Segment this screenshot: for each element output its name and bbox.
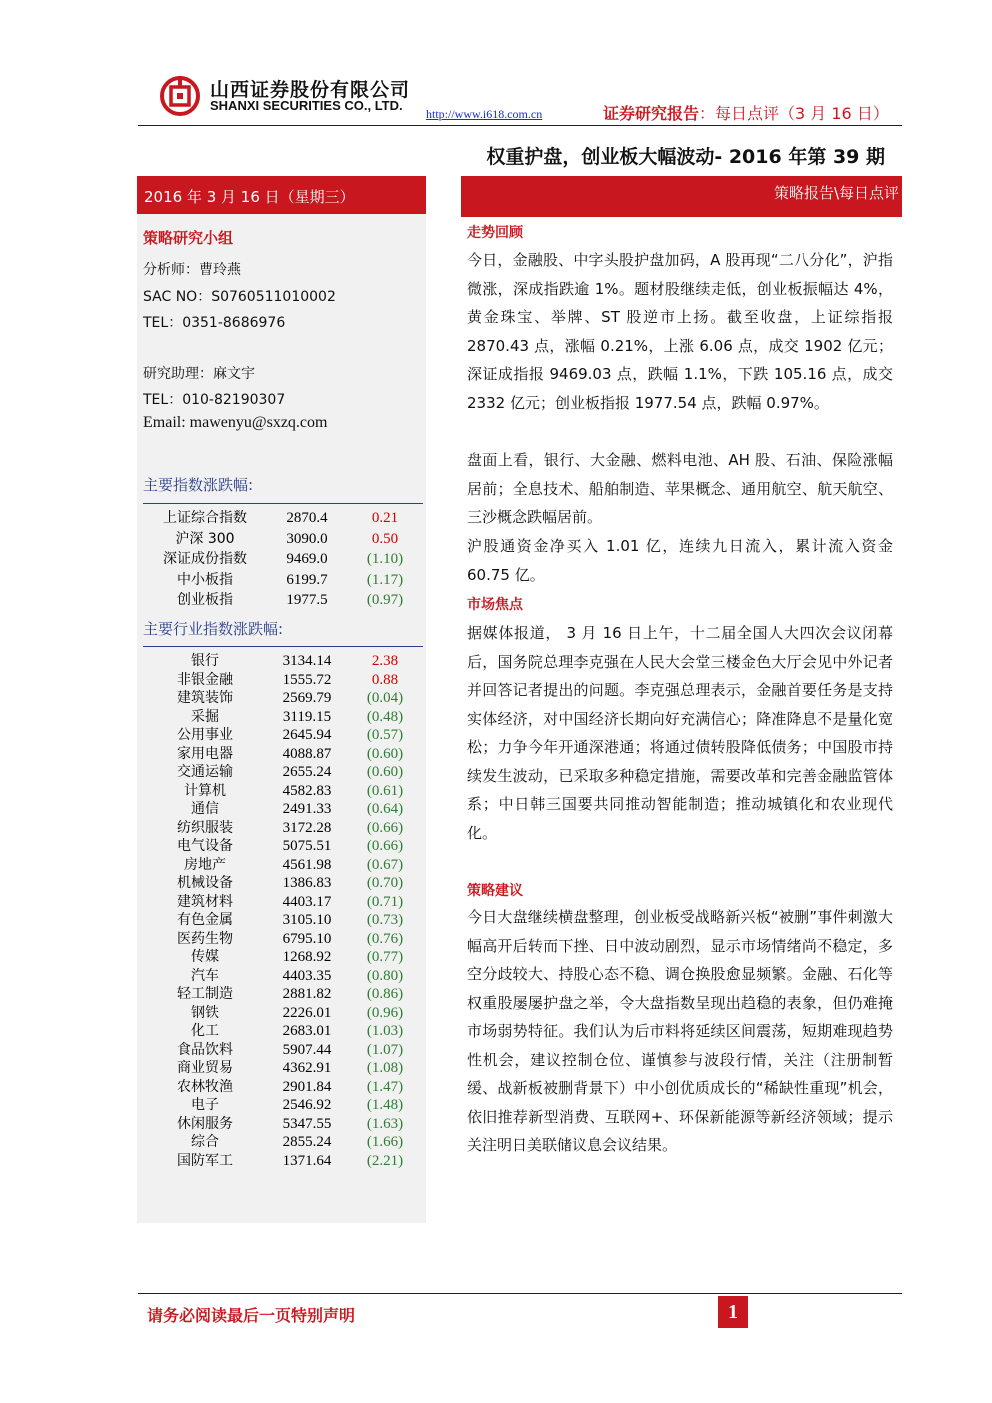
industry-row-value: 1371.64 bbox=[282, 1152, 332, 1169]
industry-row-change: (1.08) bbox=[366, 1060, 404, 1076]
industry-row-change: (0.96) bbox=[366, 1004, 404, 1021]
section-title-strategy: 策略建议 bbox=[467, 883, 523, 899]
industry-row-name: 国防军工 bbox=[177, 1152, 233, 1169]
industry-row-change: 2.38 bbox=[371, 653, 399, 669]
industry-table-rule bbox=[143, 646, 423, 647]
report-type-label: 证券研究报告 bbox=[603, 104, 700, 123]
report-title: 权重护盘，创业板大幅波动- 2016 年第 39 期 bbox=[486, 146, 885, 168]
industry-row-value: 5075.51 bbox=[282, 838, 332, 854]
index-row-name: 中小板指 bbox=[177, 571, 233, 588]
industry-row bbox=[143, 911, 423, 929]
index-row bbox=[143, 570, 423, 590]
index-row-change: (1.17) bbox=[366, 571, 404, 588]
industry-row-change: (0.80) bbox=[366, 967, 404, 984]
industry-row-name: 农林牧渔 bbox=[177, 1078, 233, 1095]
industry-row bbox=[143, 652, 423, 670]
strategy-paragraph: 今日大盘继续横盘整理，创业板受战略新兴板“被删”事件刺激大幅高开后转而下挫、日中波动剧烈，显示市场情绪尚不稳定，多空分歧较大、持股心态不稳、调仓换股愈显频繁。金融、石化等权重股屡屡护盘之举，令大盘指数呈现出趋稳的表象，但仍难掩市场弱势特征。我们认为后市料将延续区间震荡，短期难现趋势性机会，建议控制仓位、谨慎参与波段行情，关注（注册制暂缓、战新板被删背景下）中小创优质成长的“稀缺性重现”机会，依旧推荐新型消费、互联网+、环保新能源等新经济领域；提示关注明日美联储议息会议结果。 bbox=[467, 908, 893, 1154]
industry-row-name: 公用事业 bbox=[177, 727, 233, 743]
index-row-name: 深证成份指数 bbox=[163, 551, 247, 567]
analyst-name: 分析师：曹玲燕 bbox=[143, 262, 241, 278]
analyst-tel: TEL：0351-8686976 bbox=[143, 315, 286, 331]
industry-row bbox=[143, 1004, 423, 1022]
industry-row-value: 2881.82 bbox=[282, 986, 332, 1002]
company-name-en: SHANXI SECURITIES CO., LTD. bbox=[210, 98, 403, 113]
header-divider bbox=[138, 125, 902, 126]
industry-row-value: 2569.79 bbox=[282, 690, 332, 706]
industry-row-value: 2645.94 bbox=[282, 727, 332, 743]
index-row-value: 6199.7 bbox=[286, 571, 328, 588]
section-title-review: 走势回顾 bbox=[467, 225, 523, 241]
industry-row-value: 6795.10 bbox=[282, 930, 332, 947]
footer-divider bbox=[138, 1293, 902, 1294]
industry-row bbox=[143, 726, 423, 744]
review-paragraph-3: 沪股通资金净买入 1.01 亿，连续九日流入，累计流入资金 60.75 亿。 bbox=[467, 537, 893, 584]
team-name: 策略研究小组 bbox=[143, 229, 234, 247]
industry-row-name: 电气设备 bbox=[177, 838, 233, 854]
index-row-value: 9469.0 bbox=[286, 551, 328, 567]
industry-row-change: (0.60) bbox=[366, 745, 404, 762]
industry-row-value: 1386.83 bbox=[282, 875, 332, 891]
industry-row-change: (1.66) bbox=[366, 1134, 404, 1150]
industry-row-change: (1.48) bbox=[366, 1097, 404, 1113]
website-link[interactable]: http://www.i618.com.cn bbox=[426, 107, 543, 121]
index-row-value: 3090.0 bbox=[286, 530, 328, 547]
company-logo-icon bbox=[160, 76, 200, 116]
industry-row-name: 纺织服装 bbox=[177, 819, 233, 836]
industry-row-name: 传媒 bbox=[191, 949, 219, 965]
industry-row-change: (2.21) bbox=[366, 1152, 404, 1169]
industry-row-change: (0.48) bbox=[366, 708, 404, 725]
industry-row bbox=[143, 948, 423, 966]
industry-row bbox=[143, 763, 423, 781]
index-table-rule bbox=[143, 503, 423, 504]
industry-row-name: 汽车 bbox=[191, 967, 219, 984]
industry-row-name: 建筑材料 bbox=[177, 893, 233, 910]
industry-row-change: 0.88 bbox=[371, 671, 399, 688]
industry-row-name: 建筑装饰 bbox=[177, 690, 233, 706]
company-name-cn: 山西证券股份有限公司 bbox=[210, 79, 411, 101]
industry-row-name: 有色金属 bbox=[177, 912, 233, 928]
industry-row bbox=[143, 985, 423, 1003]
industry-row-value: 4362.91 bbox=[282, 1060, 332, 1076]
analyst-sac: SAC NO：S0760511010002 bbox=[143, 289, 336, 305]
industry-row-value: 1268.92 bbox=[282, 949, 332, 965]
industry-row bbox=[143, 930, 423, 948]
industry-row bbox=[143, 1133, 423, 1151]
industry-row bbox=[143, 1096, 423, 1114]
report-category: 策略报告\每日点评 bbox=[773, 184, 899, 202]
industry-row-value: 4561.98 bbox=[282, 856, 332, 873]
industry-row bbox=[143, 1059, 423, 1077]
industry-row bbox=[143, 856, 423, 874]
industry-row-change: (0.57) bbox=[366, 727, 404, 743]
industry-row bbox=[143, 708, 423, 726]
page-number: 1 bbox=[718, 1296, 748, 1328]
industry-row-name: 轻工制造 bbox=[177, 986, 233, 1002]
industry-row-change: (0.04) bbox=[366, 690, 404, 706]
industry-row-value: 2226.01 bbox=[282, 1004, 332, 1021]
report-type-detail: ：每日点评（3 月 16 日） bbox=[699, 104, 889, 123]
industry-row-change: (1.07) bbox=[366, 1041, 404, 1058]
industry-row bbox=[143, 745, 423, 763]
industry-row-name: 食品饮料 bbox=[177, 1041, 233, 1058]
index-row-change: 0.21 bbox=[371, 510, 399, 526]
industry-row bbox=[143, 967, 423, 985]
industry-row-name: 电子 bbox=[191, 1097, 219, 1113]
industry-row-name: 房地产 bbox=[184, 856, 226, 873]
tab-banner-strip bbox=[461, 208, 902, 217]
industry-row-change: (0.77) bbox=[366, 949, 404, 965]
industry-row-name: 采掘 bbox=[191, 708, 219, 725]
footer-disclaimer-notice[interactable]: 请务必阅读最后一页特别声明 bbox=[147, 1306, 356, 1325]
report-date: 2016 年 3 月 16 日（星期三） bbox=[144, 188, 355, 206]
index-row-name: 沪深 300 bbox=[175, 530, 235, 547]
index-row-name: 上证综合指数 bbox=[163, 510, 247, 526]
industry-row-change: (1.63) bbox=[366, 1115, 404, 1132]
index-row-change: (0.97) bbox=[366, 592, 404, 608]
assistant-tel: TEL：010-82190307 bbox=[143, 392, 286, 408]
focus-paragraph: 据媒体报道， 3 月 16 日上午，十二届全国人大四次会议闭幕后，国务院总理李克强在人民大会堂三楼金色大厅会见中外记者并回答记者提出的问题。李克强总理表示，金融首要任务是支持实体经济，对中国经济长期向好充满信心；降准降息不是量化宽松；力争今年开通深港通；将通过债转股降低债务；中国股市持续发生波动，已采取多种稳定措施，需要改革和完善金融监管体系；中日韩三国要共同推动智能制造；推动城镇化和农业现代化。 bbox=[467, 624, 893, 842]
industry-row-name: 交通运输 bbox=[177, 764, 233, 780]
industry-row-name: 休闲服务 bbox=[177, 1115, 233, 1132]
industry-row-name: 通信 bbox=[191, 801, 219, 817]
industry-row-value: 2683.01 bbox=[282, 1023, 332, 1039]
industry-row bbox=[143, 1115, 423, 1133]
industry-row-value: 2901.84 bbox=[282, 1078, 332, 1095]
industry-row-value: 5347.55 bbox=[282, 1115, 332, 1132]
industry-row-name: 家用电器 bbox=[177, 745, 233, 762]
industry-row-change: (1.47) bbox=[366, 1078, 404, 1095]
index-row bbox=[143, 508, 423, 528]
industry-row bbox=[143, 1152, 423, 1170]
index-row-value: 1977.5 bbox=[286, 592, 328, 608]
industry-row-change: (0.73) bbox=[366, 912, 404, 928]
industry-row-value: 4403.35 bbox=[282, 967, 332, 984]
industry-row-change: (0.66) bbox=[366, 838, 404, 854]
industry-row-value: 4088.87 bbox=[282, 745, 332, 762]
industry-row-value: 4582.83 bbox=[282, 782, 332, 799]
industry-row-name: 医药生物 bbox=[177, 930, 233, 947]
industry-row-value: 3119.15 bbox=[282, 708, 332, 725]
industry-row-value: 3172.28 bbox=[282, 819, 332, 836]
industry-row-name: 化工 bbox=[191, 1023, 219, 1039]
industry-row-name: 非银金融 bbox=[177, 671, 233, 688]
industry-row-name: 机械设备 bbox=[177, 875, 233, 891]
section-title-focus: 市场焦点 bbox=[467, 597, 523, 613]
industry-row-change: (0.64) bbox=[366, 801, 404, 817]
assistant-email[interactable]: Email: mawenyu@sxzq.com bbox=[143, 414, 328, 431]
industry-row-value: 2491.33 bbox=[282, 801, 332, 817]
industry-row bbox=[143, 1041, 423, 1059]
industry-row-value: 5907.44 bbox=[282, 1041, 332, 1058]
assistant-name: 研究助理：麻文宇 bbox=[143, 366, 255, 382]
review-paragraph-1: 今日，金融股、中字头股护盘加码，A 股再现“二八分化”，沪指微涨，深成指跌逾 1%。题材股继续走低，创业板振幅达 4%，黄金珠宝、举牌、ST 股逆市上扬。截至收盘，上证综指报 2870.43 点，涨幅 0.21%，上涨 6.06 点，成交 1902 亿元；深证成指报 9469.03 点，跌幅 1.1%，下跌 105.16 点，成交 2332 亿元；创业板指报 1977.54 点，跌幅 0.97%。 bbox=[467, 251, 893, 412]
industry-row-value: 3134.14 bbox=[282, 653, 332, 669]
industry-row-change: (1.03) bbox=[366, 1023, 404, 1039]
industry-row bbox=[143, 837, 423, 855]
industry-row bbox=[143, 1078, 423, 1096]
industry-row-value: 3105.10 bbox=[282, 912, 332, 928]
industry-row-change: (0.70) bbox=[366, 875, 404, 891]
index-row-name: 创业板指 bbox=[177, 592, 233, 608]
industry-row bbox=[143, 819, 423, 837]
industry-row bbox=[143, 782, 423, 800]
index-table-title: 主要指数涨跌幅: bbox=[143, 476, 254, 494]
industry-row-name: 综合 bbox=[191, 1134, 219, 1150]
industry-row-name: 商业贸易 bbox=[177, 1060, 233, 1076]
report-type bbox=[603, 101, 889, 124]
industry-row bbox=[143, 800, 423, 818]
industry-row-change: (0.86) bbox=[366, 986, 404, 1002]
industry-row-value: 1555.72 bbox=[282, 671, 332, 688]
review-paragraph-2: 盘面上看，银行、大金融、燃料电池、AH 股、石油、保险涨幅居前；全息技术、船舶制造、苹果概念、通用航空、航天航空、三沙概念跌幅居前。 bbox=[467, 451, 893, 526]
industry-row-change: (0.66) bbox=[366, 819, 404, 836]
industry-row bbox=[143, 1022, 423, 1040]
industry-row-name: 银行 bbox=[191, 653, 219, 669]
industry-row bbox=[143, 671, 423, 689]
index-row bbox=[143, 549, 423, 569]
index-row-change: (1.10) bbox=[366, 551, 404, 567]
industry-row-change: (0.67) bbox=[366, 856, 404, 873]
industry-row-name: 计算机 bbox=[184, 782, 226, 799]
index-row bbox=[143, 590, 423, 610]
industry-row-value: 2855.24 bbox=[282, 1134, 332, 1150]
index-row bbox=[143, 529, 423, 549]
industry-row bbox=[143, 874, 423, 892]
index-row-value: 2870.4 bbox=[286, 510, 328, 526]
industry-table-title: 主要行业指数涨跌幅: bbox=[143, 620, 284, 638]
industry-row bbox=[143, 689, 423, 707]
industry-row-change: (0.60) bbox=[366, 764, 404, 780]
industry-row bbox=[143, 893, 423, 911]
industry-row-name: 钢铁 bbox=[191, 1004, 219, 1021]
industry-row-value: 2546.92 bbox=[282, 1097, 332, 1113]
industry-row-value: 2655.24 bbox=[282, 764, 332, 780]
industry-row-change: (0.61) bbox=[366, 782, 404, 799]
industry-row-value: 4403.17 bbox=[282, 893, 332, 910]
index-row-change: 0.50 bbox=[371, 530, 399, 547]
industry-row-change: (0.71) bbox=[366, 893, 404, 910]
industry-row-change: (0.76) bbox=[366, 930, 404, 947]
